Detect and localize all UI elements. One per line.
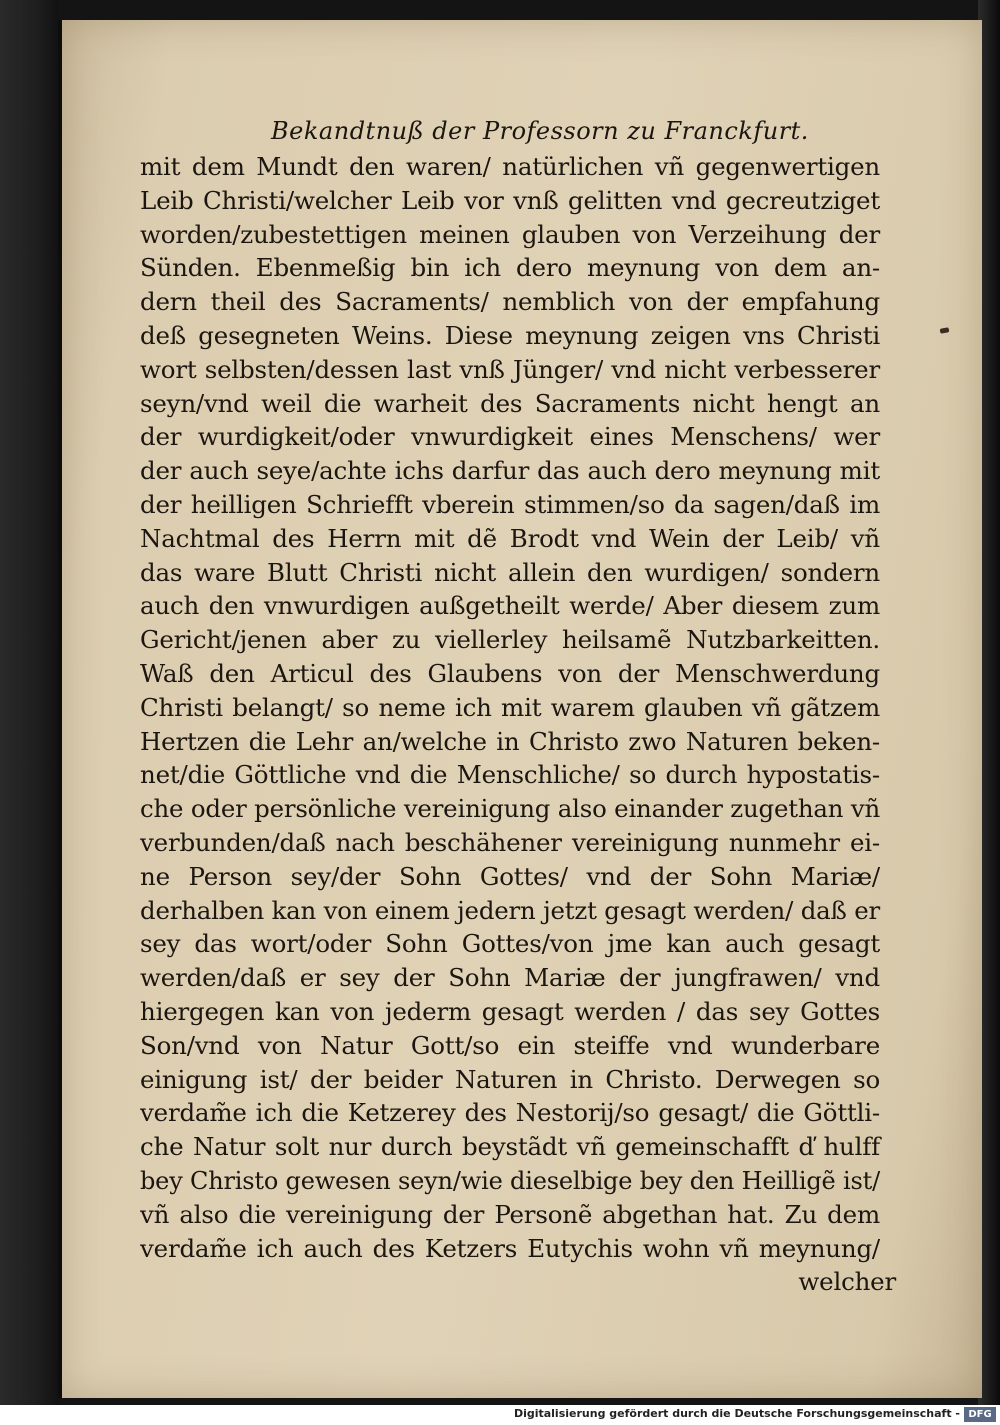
text-line: Gericht/jenen aber zu viellerley heilsamẽ Nutzbarkeitten. [140,625,880,655]
text-line: der heilligen Schriefft vberein stimmen/so da sagen/daß im [140,489,880,519]
running-head: Bekandtnuß der Professorn zu Franckfurt. [271,117,809,145]
text-line: seyn/vnd weil die warheit des Sacraments nicht hengt an [140,388,880,418]
text-line: verdam̃e ich die Ketzerey des Nestorij/so gesagt/ die Göttli- [140,1098,880,1128]
text-line: hiergegen kan von jederm gesagt werden / das sey Gottes [140,996,880,1026]
footer-bar [0,1405,1000,1425]
text-line: net/die Göttliche vnd die Menschliche/ so durch hypostatis- [140,760,880,790]
text-line: derhalben kan von einem jedern jetzt gesagt werden/ daß er [140,895,880,925]
text-line: che oder persönliche vereinigung also einander zugethan vñ [140,794,880,824]
text-line: che Natur solt nur durch beystãdt vñ gemeinschafft ď hulff [140,1132,880,1162]
text-line: der wurdigkeit/oder vnwurdigkeit eines Menschens/ wer [140,422,880,452]
text-line: Sünden. Ebenmeßig bin ich dero meynung von dem an- [140,253,880,283]
text-line: ne Person sey/der Sohn Gottes/ vnd der Sohn Mariæ/ [140,861,880,891]
text-line: das ware Blutt Christi nicht allein den wurdigen/ sondern [140,557,880,587]
text-line: Hertzen die Lehr an/welche in Christo zwo Naturen beken- [140,726,880,756]
dfg-logo: DFG [964,1407,996,1422]
text-line: Waß den Articul des Glaubens von der Menschwerdung [140,658,880,688]
text-line: wort selbsten/dessen last vnß Jünger/ vnd nicht verbesserer [140,354,880,384]
text-line: worden/zubestettigen meinen glauben von Verzeihung der [140,219,880,249]
text-line: vñ also die vereinigung der Personẽ abgethan hat. Zu dem [140,1199,880,1229]
text-line: werden/daß er sey der Sohn Mariæ der jungfrawen/ vnd [140,963,880,993]
text-line: dern theil des Sacraments/ nemblich von der empfahung [140,287,880,317]
text-line: deß gesegneten Weins. Diese meynung zeigen vns Christi [140,320,880,350]
text-line: der auch seye/achte ichs darfur das auch dero meynung mit [140,456,880,486]
text-line: Son/vnd von Natur Gott/so ein steiffe vnd wunderbare [140,1030,880,1060]
text-line: Nachtmal des Herrn mit dẽ Brodt vnd Wein der Leib/ vñ [140,523,880,553]
text-line: auch den vnwurdigen außgetheilt werde/ Aber diesem zum [140,591,880,621]
text-line: einigung ist/ der beider Naturen in Christo. Derwegen so [140,1064,880,1094]
digitization-credit: Digitalisierung gefördert durch die Deutsche Forschungsgemeinschaft - [513,1407,960,1420]
text-lines [140,150,900,1299]
book-spine-shadow [0,0,58,1425]
text-line: verbunden/daß nach beschähener vereinigung nunmehr ei- [140,827,880,857]
text-line: Leib Christi/welcher Leib vor vnß gelitten vnd gecreutziget [140,185,880,215]
text-line: verdam̃e ich auch des Ketzers Eutychis wohn vñ meynung/ [140,1233,880,1263]
text-line: bey Christo gewesen seyn/wie dieselbige bey den Heilligẽ ist/ [140,1165,880,1195]
text-line: welcher [798,1267,896,1297]
page-text [140,112,900,1299]
text-line: mit dem Mundt den waren/ natürlichen vñ gegenwertigen [140,152,880,181]
text-line: Christi belangt/ so neme ich mit warem glauben vñ gãtzem [140,692,880,722]
text-line: sey das wort/oder Sohn Gottes/von jme kan auch gesagt [140,929,880,959]
